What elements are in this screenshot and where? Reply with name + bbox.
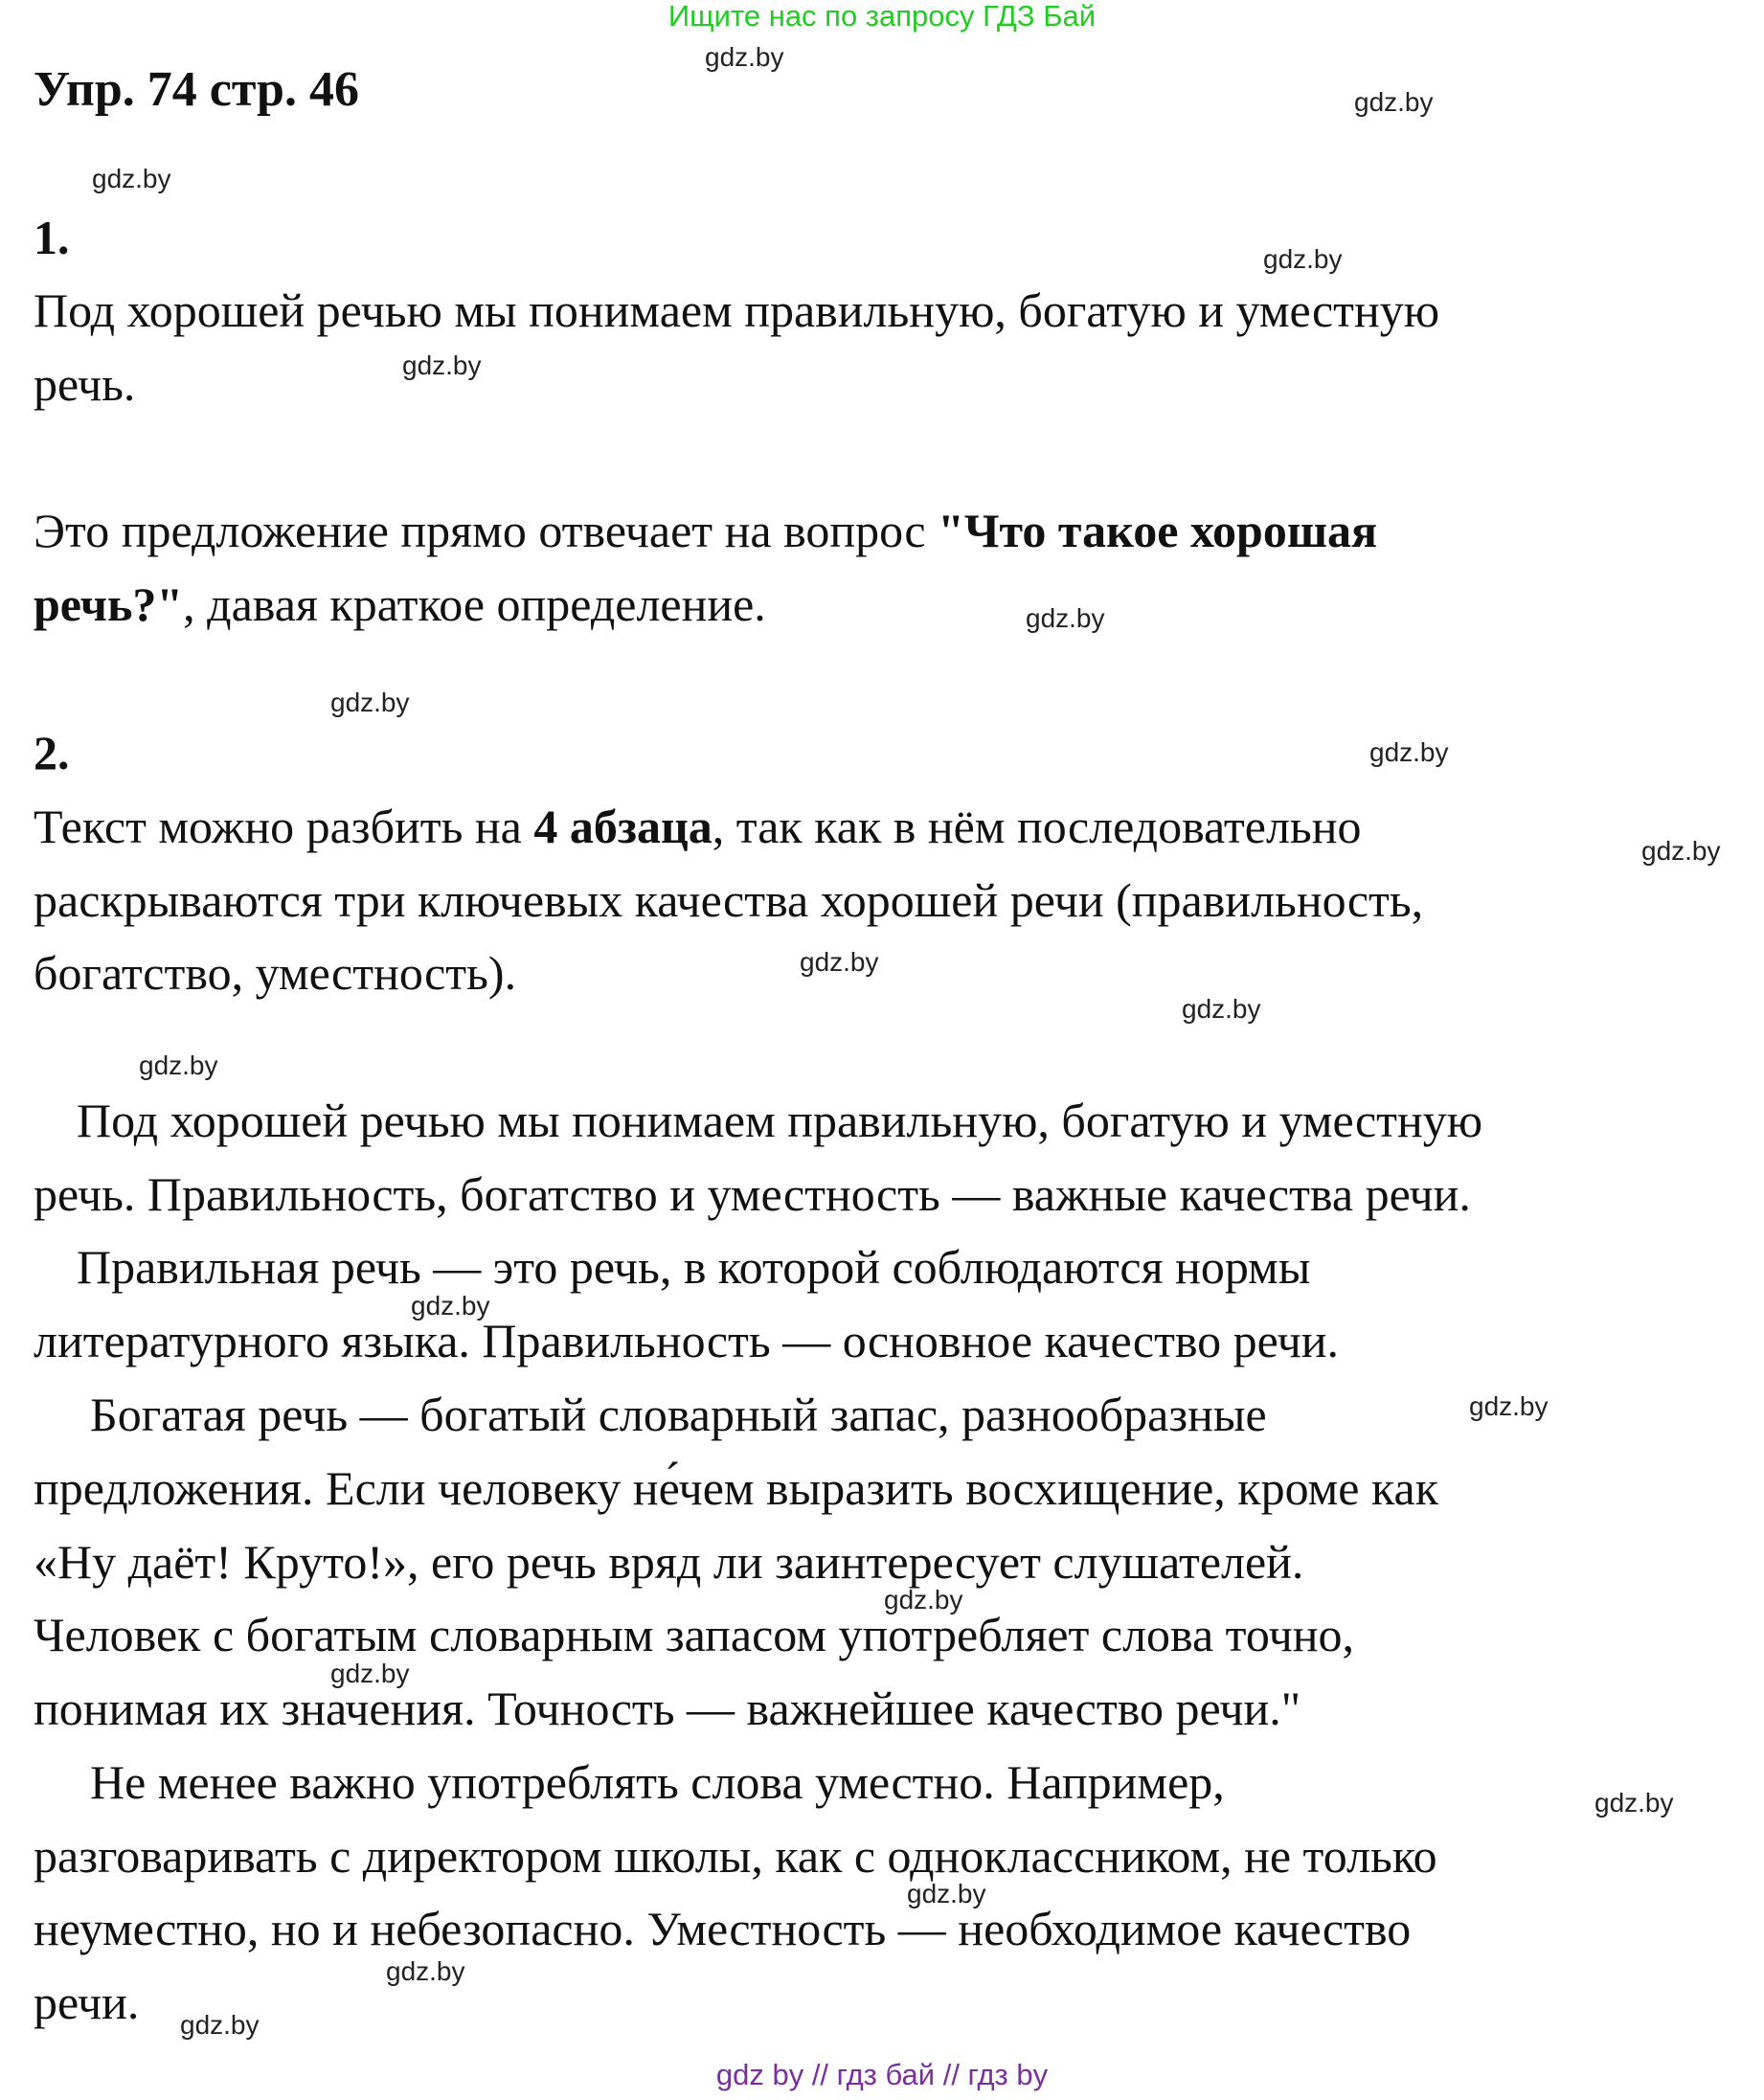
text-line xyxy=(90,1753,1225,1811)
watermark: gdz.by xyxy=(705,42,784,72)
text-segment: Не менее важно употреблять слова уместно. Например, xyxy=(90,1755,1225,1809)
watermark: gdz.by xyxy=(1026,603,1105,633)
text-line xyxy=(34,1312,1339,1369)
text-segment: предложения. Если человеку не́чем выразить восхищение, кроме как xyxy=(34,1461,1438,1515)
text-segment: Богатая речь — богатый словарный запас, разнообразные xyxy=(90,1388,1267,1441)
text-segment: , давая краткое определение. xyxy=(183,577,766,631)
watermark: gdz.by xyxy=(411,1291,490,1321)
footer-links: gdz by // гдз бай // гдз by xyxy=(715,2058,1049,2091)
watermark: gdz.by xyxy=(92,164,171,193)
text-line xyxy=(34,282,1439,339)
watermark: gdz.by xyxy=(402,350,482,380)
watermark: gdz.by xyxy=(884,1585,963,1615)
text-line xyxy=(34,355,135,413)
section-number xyxy=(34,724,70,781)
text-line xyxy=(90,1386,1267,1443)
text-segment: неуместно, но и небезопасно. Уместность — необходимое качество xyxy=(34,1902,1412,1955)
text-segment: речи. xyxy=(34,1976,140,2029)
section-number xyxy=(34,209,70,266)
bold-text: 4 абзаца xyxy=(533,800,712,853)
text-segment: речь. Правильность, богатство и уместность — важные качества речи. xyxy=(34,1167,1471,1221)
text-segment: Текст можно разбить на xyxy=(34,800,534,853)
text-segment: речь. xyxy=(34,357,136,411)
watermark: gdz.by xyxy=(330,1659,410,1688)
text-segment: , так как в нём последовательно xyxy=(712,800,1362,853)
watermark: gdz.by xyxy=(1469,1391,1549,1421)
bold-text: "Что такое хорошая xyxy=(938,504,1378,557)
text-line xyxy=(77,1092,1482,1149)
watermark: gdz.by xyxy=(800,947,879,977)
text-line xyxy=(34,1606,1354,1663)
text-segment: понимая их значения. Точность — важнейшее качество речи." xyxy=(34,1682,1301,1735)
watermark: gdz.by xyxy=(907,1879,986,1908)
text-segment: раскрываются три ключевых качества хорошей речи (правильность, xyxy=(34,873,1424,927)
watermark: gdz.by xyxy=(1354,87,1434,117)
text-line xyxy=(34,1533,1303,1591)
bold-text: 2. xyxy=(34,726,70,779)
text-segment: разговаривать с директором школы, как с одноклассником, не только xyxy=(34,1829,1437,1883)
text-line xyxy=(34,1680,1300,1737)
watermark: gdz.by xyxy=(1641,836,1721,866)
watermark: gdz.by xyxy=(1182,994,1261,1024)
search-hint-banner: Ищите нас по запросу ГДЗ Бай xyxy=(667,0,1097,33)
text-segment: Это предложение прямо отвечает на вопрос xyxy=(34,504,939,557)
text-line xyxy=(34,502,1377,559)
text-line xyxy=(34,1900,1411,1957)
text-line xyxy=(34,576,766,633)
bold-text: речь?" xyxy=(34,577,184,631)
text-line xyxy=(34,798,1361,855)
text-line xyxy=(34,1165,1471,1223)
text-segment: литературного языка. Правильность — основное качество речи. xyxy=(34,1314,1340,1367)
text-segment: богатство, уместность). xyxy=(34,946,517,1000)
watermark: gdz.by xyxy=(1369,737,1449,767)
watermark: gdz.by xyxy=(330,688,410,717)
text-segment: Под хорошей речью мы понимаем правильную, богатую и уместную xyxy=(34,283,1440,337)
watermark: gdz.by xyxy=(180,2010,260,2040)
text-line xyxy=(34,871,1423,929)
text-segment: «Ну даёт! Круто!», его речь вряд ли заинтересует слушателей. xyxy=(34,1535,1304,1589)
page-title: Упр. 74 стр. 46 xyxy=(34,62,359,117)
watermark: gdz.by xyxy=(139,1050,218,1080)
text-line xyxy=(34,944,516,1002)
text-line xyxy=(34,1459,1438,1517)
text-line xyxy=(34,1827,1437,1885)
text-segment: Правильная речь — это речь, в которой соблюдаются нормы xyxy=(77,1240,1311,1294)
watermark: gdz.by xyxy=(1594,1788,1674,1818)
watermark: gdz.by xyxy=(1263,244,1343,274)
watermark: gdz.by xyxy=(386,1956,465,1986)
text-segment: Человек с богатым словарным запасом употребляет слова точно, xyxy=(34,1608,1354,1661)
text-line xyxy=(34,1974,139,2031)
bold-text: 1. xyxy=(34,211,70,264)
text-segment: Под хорошей речью мы понимаем правильную, богатую и уместную xyxy=(77,1094,1483,1147)
text-line xyxy=(77,1238,1310,1296)
